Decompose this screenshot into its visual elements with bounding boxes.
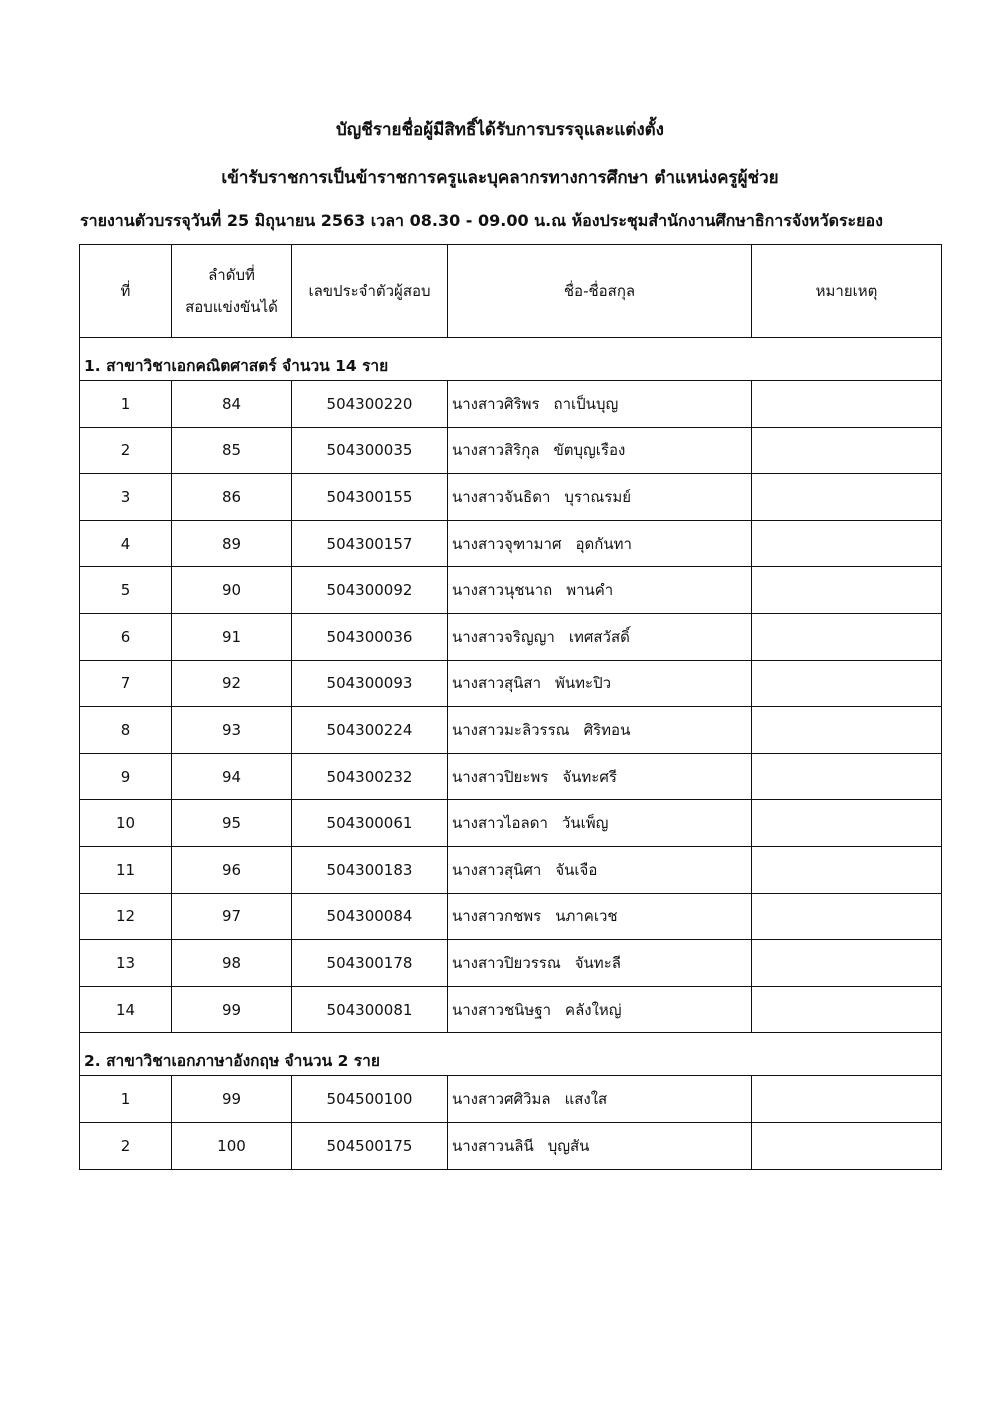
table-row [80,660,942,707]
cell-name [448,707,752,754]
document-subtitle: เข้ารับราชการเป็นข้าราชการครูและบุคลากรทางการศึกษา ตำแหน่งครูผู้ช่วย [221,168,779,188]
cell-exam-id: 504300036 [292,613,448,660]
col-header-rank-line2: สอบแข่งขันได้ [185,298,278,316]
last-name: นภาคเวช [555,907,618,926]
cell-name [448,1122,752,1169]
cell-remark [752,940,942,987]
cell-name [448,613,752,660]
cell-name [448,520,752,567]
last-name: แสงใส [564,1090,608,1109]
cell-remark [752,846,942,893]
cell-rank: 91 [172,613,292,660]
cell-exam-id: 504300084 [292,893,448,940]
col-header-rank [172,245,292,338]
table-row [80,567,942,614]
section-title: 1. สาขาวิชาเอกคณิตศาสตร์ จำนวน 14 ราย [80,338,942,381]
cell-no: 8 [80,707,172,754]
cell-no: 12 [80,893,172,940]
cell-no: 2 [80,427,172,474]
cell-rank: 85 [172,427,292,474]
col-header-remark: หมายเหตุ [752,245,942,338]
cell-name [448,893,752,940]
cell-remark [752,893,942,940]
cell-rank: 86 [172,474,292,521]
first-name: นางสาวจริญญา [452,627,555,646]
first-name: นางสาวสุนิสา [452,674,541,693]
table-row [80,753,942,800]
cell-remark [752,753,942,800]
cell-name [448,800,752,847]
section-title: 2. สาขาวิชาเอกภาษาอังกฤษ จำนวน 2 ราย [80,1033,942,1076]
cell-rank: 100 [172,1122,292,1169]
section-header-row [80,1033,942,1076]
report-date-line: รายงานตัวบรรจุวันที่ 25 มิถุนายน 2563 เวลา 08.30 - 09.00 น.ณ ห้องประชุมสำนักงานศึกษาธิการจังหวัดระยอง [80,211,883,230]
last-name: ถาเป็นบุญ [553,394,619,413]
col-header-no: ที่ [80,245,172,338]
cell-remark [752,381,942,428]
cell-exam-id: 504300232 [292,753,448,800]
table-row [80,940,942,987]
cell-remark [752,427,942,474]
last-name: เทศสวัสดิ์ [568,627,630,646]
cell-rank: 90 [172,567,292,614]
table-row [80,427,942,474]
first-name: นางสาวมะลิวรรณ [452,720,570,739]
last-name: บุญสัน [547,1136,590,1155]
cell-name [448,660,752,707]
col-header-id: เลขประจำตัวผู้สอบ [292,245,448,338]
table-row [80,707,942,754]
cell-exam-id: 504300224 [292,707,448,754]
cell-name [448,986,752,1033]
cell-no: 13 [80,940,172,987]
first-name: นางสาวจุฑามาศ [452,534,562,553]
first-name: นางสาวศศิวิมล [452,1090,551,1109]
cell-rank: 84 [172,381,292,428]
cell-name [448,381,752,428]
last-name: ศิริทอน [583,720,631,739]
cell-name [448,567,752,614]
cell-exam-id: 504300183 [292,846,448,893]
table-row [80,520,942,567]
cell-exam-id: 504300081 [292,986,448,1033]
document-title: บัญชีรายชื่อผู้มีสิทธิ์ได้รับการบรรจุและแต่งตั้ง [336,120,664,140]
cell-no: 9 [80,753,172,800]
first-name: นางสาวสิริกุล [452,441,540,460]
table-row [80,893,942,940]
first-name: นางสาวนุชนาถ [452,581,553,600]
cell-no: 11 [80,846,172,893]
cell-rank: 94 [172,753,292,800]
cell-rank: 99 [172,1076,292,1123]
cell-rank: 99 [172,986,292,1033]
table-row [80,474,942,521]
cell-exam-id: 504500100 [292,1076,448,1123]
cell-rank: 92 [172,660,292,707]
first-name: นางสาวไอลดา [452,814,548,833]
cell-no: 3 [80,474,172,521]
first-name: นางสาวจันธิดา [452,487,551,506]
cell-no: 7 [80,660,172,707]
cell-exam-id: 504300092 [292,567,448,614]
last-name: อุดกันทา [575,534,632,553]
cell-rank: 98 [172,940,292,987]
cell-exam-id: 504500175 [292,1122,448,1169]
table-row [80,1122,942,1169]
cell-remark [752,1076,942,1123]
cell-rank: 96 [172,846,292,893]
cell-name [448,427,752,474]
cell-name [448,474,752,521]
first-name: นางสาวปิยวรรณ [452,953,561,972]
cell-remark [752,660,942,707]
table-row [80,1076,942,1123]
cell-rank: 95 [172,800,292,847]
table-row [80,800,942,847]
cell-rank: 89 [172,520,292,567]
cell-exam-id: 504300178 [292,940,448,987]
cell-remark [752,567,942,614]
first-name: นางสาวกชพร [452,907,542,926]
cell-name [448,1076,752,1123]
cell-remark [752,707,942,754]
table-row [80,381,942,428]
last-name: ขัตบุญเรือง [553,441,626,460]
cell-name [448,753,752,800]
cell-remark [752,986,942,1033]
cell-exam-id: 504300061 [292,800,448,847]
table-row [80,986,942,1033]
last-name: จันทะศรี [562,767,617,786]
candidate-table [79,244,942,1170]
cell-exam-id: 504300157 [292,520,448,567]
table-row [80,613,942,660]
first-name: นางสาวชนิษฐา [452,1000,552,1019]
cell-remark [752,474,942,521]
cell-rank: 93 [172,707,292,754]
cell-no: 1 [80,1076,172,1123]
cell-no: 10 [80,800,172,847]
cell-no: 5 [80,567,172,614]
last-name: พันทะปิว [555,674,612,693]
first-name: นางสาวนลินี [452,1136,534,1155]
first-name: นางสาวปิยะพร [452,767,549,786]
table-row [80,846,942,893]
table-header-row [80,245,942,338]
cell-name [448,940,752,987]
col-header-name: ชื่อ-ชื่อสกุล [448,245,752,338]
last-name: พานคำ [566,581,614,600]
section-header-row [80,338,942,381]
cell-remark [752,1122,942,1169]
cell-rank: 97 [172,893,292,940]
last-name: จันทะลี [574,953,621,972]
cell-exam-id: 504300155 [292,474,448,521]
last-name: วันเพ็ญ [561,814,609,833]
table-body [80,338,942,1170]
last-name: คลังใหญ่ [565,1000,622,1019]
last-name: บุราณรมย์ [564,487,632,506]
first-name: นางสาวสุนิศา [452,860,542,879]
cell-no: 1 [80,381,172,428]
cell-no: 14 [80,986,172,1033]
cell-exam-id: 504300035 [292,427,448,474]
cell-no: 4 [80,520,172,567]
cell-exam-id: 504300220 [292,381,448,428]
cell-remark [752,800,942,847]
first-name: นางสาวศิริพร [452,394,540,413]
cell-no: 2 [80,1122,172,1169]
cell-name [448,846,752,893]
cell-remark [752,613,942,660]
col-header-rank-line1: ลำดับที่ [208,266,255,284]
cell-remark [752,520,942,567]
cell-no: 6 [80,613,172,660]
last-name: จันเจือ [555,860,598,879]
cell-exam-id: 504300093 [292,660,448,707]
